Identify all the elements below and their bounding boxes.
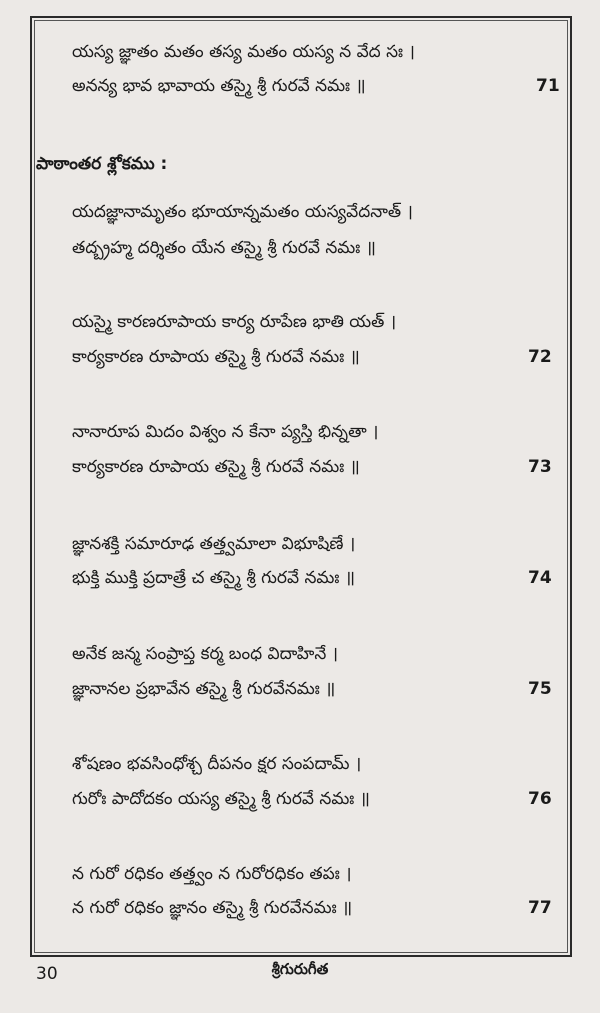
verse-number-76: 76 (528, 789, 552, 809)
verse-number-77: 77 (528, 898, 552, 918)
page-number: 30 (36, 964, 58, 984)
verse-75-line-1: అనేక జన్మ సంప్రాప్త కర్మ బంధ విదాహినే । (72, 644, 339, 664)
verse-number-72: 72 (528, 347, 552, 367)
verse-number-74: 74 (528, 568, 552, 588)
alt-verse-line-1: యదజ్ఞానామృతం భూయాన్నమతం యస్యవేదనాత్ । (72, 202, 413, 222)
verse-71-line-1: యస్య జ్ఞాతం మతం తస్య మతం యస్య న వేద సః । (72, 42, 415, 62)
verse-number-75: 75 (528, 679, 552, 699)
section-heading: పాఠాంతర శ్లోకము : (36, 154, 168, 174)
verse-71-line-2: అనన్య భావ భావాయ తస్మై శ్రీ గురవే నమః ॥ (72, 76, 366, 96)
footer-title: శ్రీగురుగీత (271, 960, 329, 978)
verse-77-line-1: న గురో రధికం తత్త్వం న గురోరధికం తపః । (72, 864, 352, 884)
verse-74-line-2: భుక్తి ముక్తి ప్రదాత్రే చ తస్మై శ్రీ గురవే నమః ॥ (72, 568, 356, 588)
verse-76-line-2: గురోః పాదోదకం యస్య తస్మై శ్రీ గురవే నమః ॥ (72, 789, 370, 809)
alt-verse-line-2: తద్బ్రహ్మ దర్శితం యేన తస్మై శ్రీ గురవే నమః ॥ (72, 238, 376, 258)
verse-75-line-2: జ్ఞానానల ప్రభావేన తస్మై శ్రీ గురవేనమః ॥ (72, 679, 336, 699)
verse-73-line-2: కార్యకారణ రూపాయ తస్మై శ్రీ గురవే నమః ॥ (72, 457, 360, 477)
verse-76-line-1: శోషణం భవసింధోశ్చ దీపనం క్షర సంపదామ్ । (72, 754, 362, 774)
verse-number-71: 71 (536, 76, 560, 96)
verse-72-line-2: కార్యకారణ రూపాయ తస్మై శ్రీ గురవే నమః ॥ (72, 347, 360, 367)
verse-77-line-2: న గురో రధికం జ్ఞానం తస్మై శ్రీ గురవేనమః ॥ (72, 898, 353, 918)
verse-72-line-1: యస్మై కారణరూపాయ కార్య రూపేణ భాతి యత్ । (72, 312, 397, 332)
verse-73-line-1: నానారూప మిదం విశ్వం న కేనా ప్యస్తి భిన్నతా । (72, 422, 379, 442)
verse-number-73: 73 (528, 457, 552, 477)
verse-74-line-1: జ్ఞానశక్తి సమారూఢ తత్త్వమాలా విభూషిణే । (72, 534, 356, 554)
